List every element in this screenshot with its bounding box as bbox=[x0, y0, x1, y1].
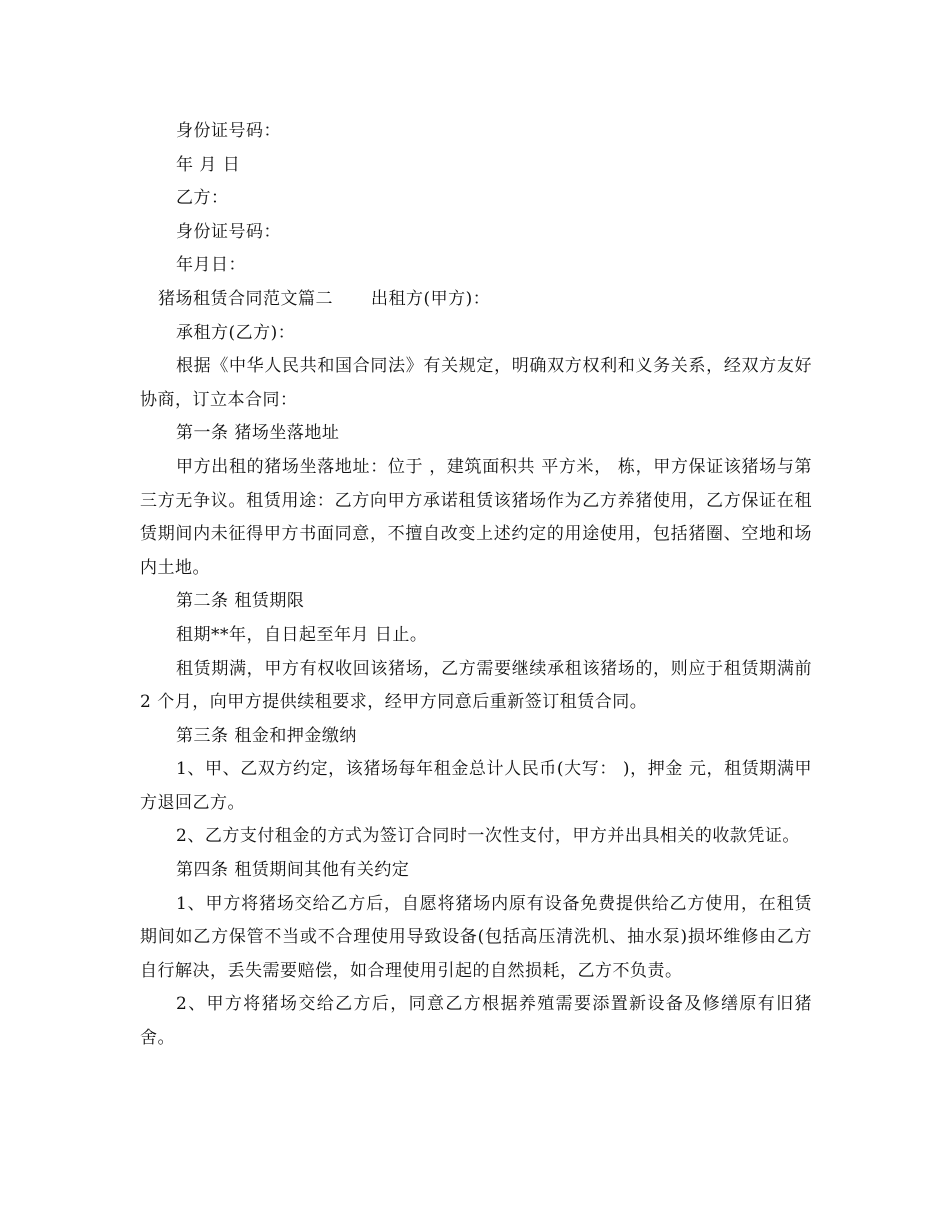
section-title-line bbox=[140, 283, 812, 317]
id-number-label-1: 身份证号码： bbox=[176, 121, 281, 141]
intro-paragraph: 根据《中华人民共和国合同法》有关规定，明确双方权利和义务关系，经双方友好协商，订立本合同： bbox=[140, 356, 812, 410]
lessee-label: 承租方(乙方)： bbox=[176, 322, 296, 343]
article-4-heading: 第四条 租赁期间其他有关约定 bbox=[176, 860, 410, 881]
document-body bbox=[140, 115, 812, 1056]
article-1-heading: 第一条 猪场坐落地址 bbox=[176, 423, 340, 444]
article-1-text: 甲方出租的猪场坐落地址：位于 ，建筑面积共 平方米， 栋，甲方保证该猪场与第三方无争议。租赁用途：乙方向甲方承诺租赁该猪场作为乙方养猪使用，乙方保证在租赁期间内未征得甲方书面同意，不擅自改变上述约定的用途使用，包括猪圈、空地和场内土地。 bbox=[140, 456, 812, 578]
article-2-text: 租赁期满，甲方有权收回该猪场，乙方需要继续承租该猪场的，则应于租赁期满前 2 个月，向甲方提供续租要求，经甲方同意后重新签订租赁合同。 bbox=[140, 658, 812, 713]
article-3-item-1: 1、甲、乙双方约定，该猪场每年租金总计人民币(大写： )，押金 元，租赁期满甲方退回乙方。 bbox=[140, 759, 812, 813]
party-b-label: 乙方： bbox=[176, 188, 229, 209]
article-4-item-1: 1、甲方将猪场交给乙方后，自愿将猪场内原有设备免费提供给乙方使用，在租赁期间如乙方保管不当或不合理使用导致设备(包括高压清洗机、抽水泵)损坏维修由乙方自行解决，丢失需要赔偿，如合理使用引起的自然损耗，乙方不负责。 bbox=[140, 893, 812, 981]
lessor-label: 出租方(甲方)： bbox=[371, 288, 491, 309]
article-4-item-2: 2、甲方将猪场交给乙方后，同意乙方根据养殖需要添置新设备及修缮原有旧猪舍。 bbox=[140, 994, 812, 1049]
article-2-term: 租期**年，自日起至年月 日止。 bbox=[176, 624, 428, 645]
article-3-item-2: 2、乙方支付租金的方式为签订合同时一次性支付，甲方并出具相关的收款凭证。 bbox=[176, 826, 800, 847]
id-number-label-2: 身份证号码： bbox=[176, 221, 281, 242]
article-2-heading: 第二条 租赁期限 bbox=[176, 591, 305, 612]
article-3-heading: 第三条 租金和押金缴纳 bbox=[176, 725, 357, 746]
date-line-2: 年月日： bbox=[176, 255, 246, 276]
date-line-1: 年 月 日 bbox=[176, 154, 241, 175]
document-title: 猪场租赁合同范文篇二 bbox=[158, 288, 333, 309]
